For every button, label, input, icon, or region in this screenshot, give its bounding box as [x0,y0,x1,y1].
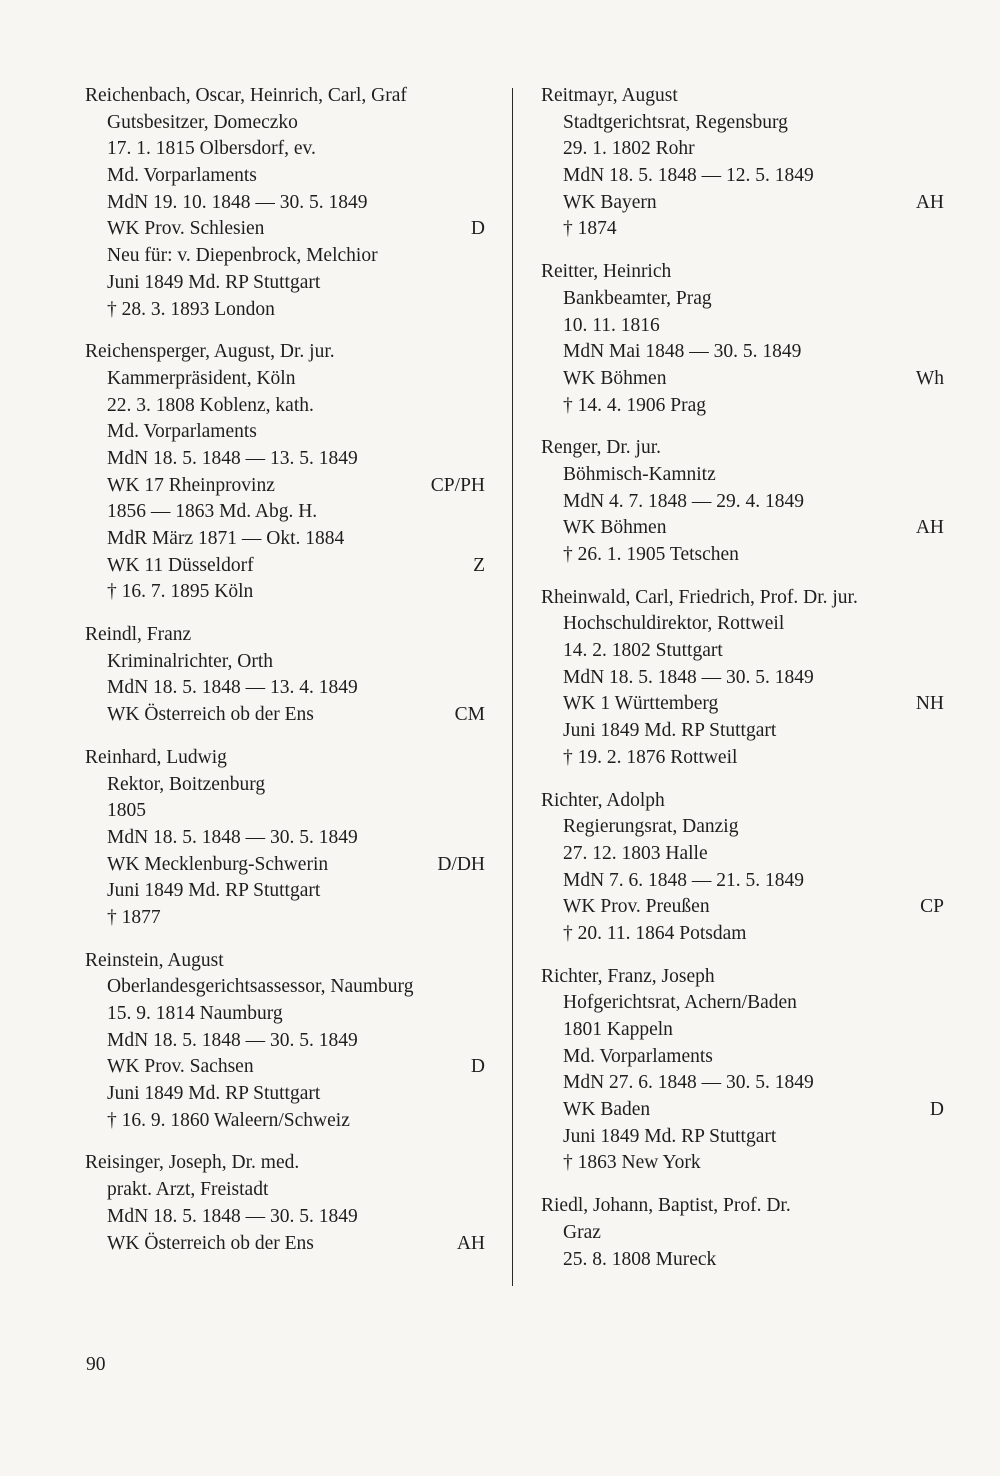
entry-line-text: Kriminalrichter, Orth [107,650,273,672]
entry-line-text: Rektor, Boitzenburg [107,773,266,795]
entry-line-text: Stadtgerichtsrat, Regensburg [563,111,788,133]
entry-line-text: † 1863 New York [563,1152,701,1174]
entry-line-text: Md. Vorparlaments [107,165,257,187]
entry-line [85,1231,485,1258]
entry-line [541,611,944,638]
entry-line [85,526,485,553]
entry-line-text: WK Österreich ob der Ens [107,704,314,726]
entry-line [85,649,485,676]
entry-line-text: WK Mecklenburg-Schwerin [107,853,329,875]
biography-entry [85,83,485,323]
biography-entry [541,83,944,243]
entry-line-text: † 28. 3. 1893 London [107,298,275,320]
entry-line-text: † 26. 1. 1905 Tetschen [563,544,739,565]
entry-line [541,894,944,921]
entry-line-text: 1801 Kappeln [563,1019,673,1040]
entry-line [541,1070,944,1097]
entry-line [541,136,944,163]
entry-line [85,366,485,393]
entry-line-text: MdN 18. 5. 1848 — 30. 5. 1849 [563,666,814,688]
entry-line [85,136,485,163]
party-affiliation: AH [915,517,944,539]
entry-line-text: Juni 1849 Md. RP Stuttgart [107,1083,321,1105]
biography-entry [541,964,944,1178]
party-affiliation: CP/PH [430,474,485,496]
entry-line-text: Hochschuldirektor, Rottweil [563,613,785,635]
entry-line-text: Gutsbesitzer, Domeczko [107,111,298,133]
entry-line-text: Juni 1849 Md. RP Stuttgart [107,880,321,902]
entry-line [85,1001,485,1028]
biography-entry [541,259,944,419]
entry-name: Richter, Franz, Joseph [541,965,715,987]
entry-line-text: Neu für: v. Diepenbrock, Melchior [107,245,378,267]
right-column [541,83,944,1289]
entry-line [541,339,944,366]
entry-line [85,243,485,270]
entry-line-text: Regierungsrat, Danzig [563,816,739,838]
biography-entry [85,622,485,729]
entry-line-text: MdN Mai 1848 — 30. 5. 1849 [563,341,802,363]
entry-line [541,718,944,745]
entry-name: Reisinger, Joseph, Dr. med. [85,1152,300,1174]
entry-line-text: Bankbeamter, Prag [563,287,712,309]
entry-line-text: WK Österreich ob der Ens [107,1232,314,1254]
party-affiliation: D [470,218,485,240]
entry-line-text: 22. 3. 1808 Koblenz, kath. [107,394,314,416]
entry-line [85,270,485,297]
entry-line [541,691,944,718]
entry-line-text: Hofgerichtsrat, Achern/Baden [563,992,797,1014]
entry-line [541,1247,944,1274]
entry-line-text: WK Baden [563,1099,651,1121]
entry-line-text: Md. Vorparlaments [563,1045,713,1067]
biography-entry [85,948,485,1135]
entry-line-text: WK 1 Württemberg [563,693,719,715]
entry-line [541,745,944,772]
entry-line-text: MdN 18. 5. 1848 — 13. 5. 1849 [107,447,358,469]
entry-name: Rheinwald, Carl, Friedrich, Prof. Dr. jur. [541,586,858,608]
biography-entry [85,1150,485,1257]
biography-entry [85,339,485,606]
entry-line-text: WK Prov. Schlesien [107,218,265,240]
entry-line-text: MdN 19. 10. 1848 — 30. 5. 1849 [107,191,368,213]
entry-line [541,990,944,1017]
entry-line [85,1081,485,1108]
entry-line-text: 15. 9. 1814 Naumburg [107,1003,283,1024]
entry-line [541,814,944,841]
party-affiliation: AH [456,1232,485,1254]
entry-line [85,110,485,137]
entry-line-text: Md. Vorparlaments [107,421,257,443]
party-affiliation: D [929,1099,944,1121]
entry-line-text: 10. 11. 1816 [563,314,660,336]
entry-line-text: † 14. 4. 1906 Prag [563,394,706,416]
party-affiliation: D [470,1056,485,1078]
entry-line [85,1028,485,1055]
column-divider [512,88,513,1286]
entry-line-text: 25. 8. 1808 Mureck [563,1248,717,1270]
entry-line-text: 17. 1. 1815 Olbersdorf, ev. [107,138,316,160]
entry-line-text: 1856 — 1863 Md. Abg. H. [107,501,318,523]
entry-line-text: prakt. Arzt, Freistadt [107,1179,269,1201]
entry-line [541,216,944,243]
entry-line [541,163,944,190]
entry-line [541,841,944,868]
entry-line [85,190,485,217]
entry-line [85,1204,485,1231]
entry-line [85,393,485,420]
entry-name: Renger, Dr. jur. [541,437,661,459]
entry-line-text: † 16. 7. 1895 Köln [107,581,254,603]
entry-line-text: 1805 [107,800,146,822]
entry-line [85,1177,485,1204]
entry-line-text: MdN 7. 6. 1848 — 21. 5. 1849 [563,869,805,891]
entry-line-text: WK Bayern [563,191,657,213]
entry-line-text: WK Böhmen [563,517,667,539]
entry-line [85,852,485,879]
entry-line [85,579,485,606]
party-affiliation: NH [915,693,944,715]
entry-name: Reitter, Heinrich [541,261,672,283]
entry-line [541,286,944,313]
entry-line [541,638,944,665]
entry-line [541,921,944,948]
party-affiliation: CM [454,704,485,726]
entry-line-text: † 16. 9. 1860 Waleern/Schweiz [107,1109,350,1131]
entry-line [85,798,485,825]
biography-entry [541,435,944,568]
entry-name: Reinstein, August [85,949,224,971]
entry-line-text: † 19. 2. 1876 Rottweil [563,746,738,768]
party-affiliation: AH [915,191,944,213]
entry-line [85,553,485,580]
entry-line-text: WK Prov. Sachsen [107,1056,254,1078]
entry-line-text: Böhmisch-Kamnitz [563,463,716,485]
party-affiliation: CP [920,896,944,918]
entry-line [541,515,944,542]
entry-line-text: WK Böhmen [563,367,667,389]
party-affiliation: D/DH [437,853,485,875]
biography-entry [85,745,485,932]
entry-line-text: † 1877 [107,906,161,928]
entry-line-text: † 1874 [563,218,617,240]
entry-line [541,1097,944,1124]
entry-line [541,393,944,420]
entry-line-text: Juni 1849 Md. RP Stuttgart [107,271,321,293]
entry-line-text: MdN 27. 6. 1848 — 30. 5. 1849 [563,1072,814,1094]
entry-line [85,499,485,526]
entry-line [85,825,485,852]
entry-line [541,110,944,137]
entry-line-text: WK 11 Düsseldorf [107,554,254,576]
entry-line [85,905,485,932]
entry-line-text: Oberlandesgerichtsassessor, Naumburg [107,976,414,998]
entry-line [541,1124,944,1151]
entry-line [85,1108,485,1135]
entry-line [85,473,485,500]
entry-line [541,190,944,217]
entry-line-text: MdN 18. 5. 1848 — 13. 4. 1849 [107,677,358,699]
entry-name: Riedl, Johann, Baptist, Prof. Dr. [541,1195,791,1217]
entry-line [85,702,485,729]
entry-line-text: † 20. 11. 1864 Potsdam [563,922,747,944]
entry-line [85,163,485,190]
entry-line [541,462,944,489]
entry-line-text: MdN 18. 5. 1848 — 30. 5. 1849 [107,1029,358,1051]
entry-line-text: Juni 1849 Md. RP Stuttgart [563,1125,777,1147]
entry-line-text: MdN 18. 5. 1848 — 12. 5. 1849 [563,165,814,187]
entry-line-text: WK 17 Rheinprovinz [107,474,275,496]
entry-line [85,675,485,702]
entry-line [541,366,944,393]
entry-name: Reichenbach, Oscar, Heinrich, Carl, Graf [85,85,407,106]
biography-entry [541,1193,944,1273]
entry-name: Reinhard, Ludwig [85,746,227,768]
entry-line [85,974,485,1001]
entry-line-text: Graz [563,1221,601,1243]
entry-line [541,1017,944,1044]
entry-line [85,297,485,324]
entry-line-text: MdN 18. 5. 1848 — 30. 5. 1849 [107,826,358,848]
entry-line [85,1054,485,1081]
party-affiliation: Wh [915,367,944,389]
entry-line [85,772,485,799]
entry-line [541,313,944,340]
entry-line [85,216,485,243]
entry-line [85,419,485,446]
entry-line [541,1150,944,1177]
entry-line [541,1044,944,1071]
entry-line-text: MdR März 1871 — Okt. 1884 [107,528,345,549]
entry-line-text: 27. 12. 1803 Halle [563,842,708,864]
entry-line-text: 14. 2. 1802 Stuttgart [563,640,723,662]
entry-name: Reichensperger, August, Dr. jur. [85,341,335,363]
entry-line-text: Juni 1849 Md. RP Stuttgart [563,720,777,742]
entry-line [85,878,485,905]
entry-line-text: MdN 4. 7. 1848 — 29. 4. 1849 [563,490,805,512]
left-column [85,83,485,1273]
biography-entry [541,585,944,772]
party-affiliation: Z [473,554,485,576]
entry-line-text: WK Prov. Preußen [563,896,710,918]
entry-line-text: 29. 1. 1802 Rohr [563,138,695,160]
entry-line [541,489,944,516]
entry-line [541,542,944,569]
entry-name: Richter, Adolph [541,789,665,811]
entry-name: Reitmayr, August [541,85,678,106]
entry-line-text: MdN 18. 5. 1848 — 30. 5. 1849 [107,1205,358,1227]
entry-line [541,665,944,692]
entry-line [541,868,944,895]
entry-line-text: Kammerpräsident, Köln [107,367,296,389]
page-number: 90 [86,1354,106,1375]
entry-name: Reindl, Franz [85,624,192,646]
biography-entry [541,788,944,948]
entry-line [85,446,485,473]
entry-line [541,1220,944,1247]
